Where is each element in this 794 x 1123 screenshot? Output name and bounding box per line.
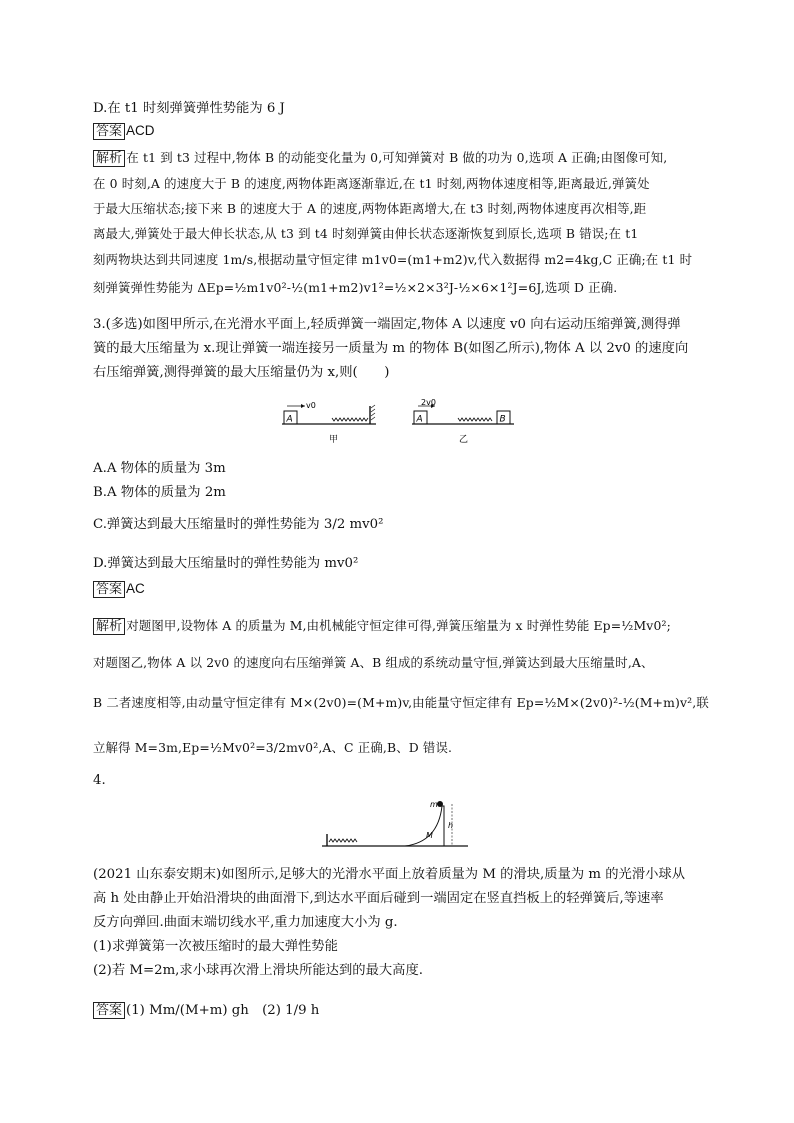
q2-analysis-line-3: 于最大压缩状态;接下来 B 的速度大于 A 的速度,两物体距离增大,在 t3 时刻,两物体速度再次相等,距 [93,201,647,216]
block-a-jia-label: A [286,414,293,425]
q2-analysis-line-2: 在 0 时刻,A 的速度大于 B 的速度,两物体距离逐渐靠近,在 t1 时刻,两物体速度相等,距离最近,弹簧处 [93,176,650,191]
q4-number: 4. [93,773,106,788]
q3-option-b: B.A 物体的质量为 2m [93,485,226,500]
q4-figure [320,798,470,854]
figure-yi [412,398,514,445]
q3-stem-line-2: 簧的最大压缩量为 x.现让弹簧一端连接另一质量为 m 的物体 B(如图乙所示),物体 A 以 2v0 的速度向 [93,341,689,356]
spring-jia [332,418,368,421]
figure-yi-label: 乙 [459,435,469,445]
ball-mass-label: m [430,800,438,809]
height-label: h [448,821,454,830]
two-v0-label: 2v0 [421,398,436,407]
q2-analysis-line-6: 刻弹簧弹性势能为 ΔEp=½m1v0²-½(m1+m2)v1²=½×2×3²J-½×6×1²J=6J,选项 D 正确. [93,280,618,295]
q3-answer-tag: 答案 [93,581,125,598]
q3-option-a: A.A 物体的质量为 3m [93,461,226,476]
figure-jia-label: 甲 [329,435,339,445]
ball [437,801,443,807]
q3-option-c: C.弹簧达到最大压缩量时的弹性势能为 3/2 mv0² [93,517,384,532]
q3-answer: AC [126,581,145,596]
block-a-yi-label: A [416,414,423,425]
q2-analysis-line-4: 离最大,弹簧处于最大伸长状态,从 t3 到 t4 时刻弹簧由伸长状态逐渐恢复到原长,选项 B 错误;在 t1 [93,226,639,241]
q4-answer-row [93,1002,319,1020]
spring-q4 [329,839,357,842]
q4-question-1: (1)求弹簧第一次被压缩时的最大弹性势能 [93,939,338,954]
q3-analysis-line-2: 对题图乙,物体 A 以 2v0 的速度向右压缩弹簧 A、B 组成的系统动量守恒,弹簧达到最大压缩量时,A、 [93,655,654,670]
q3-stem-line-3: 右压缩弹簧,测得弹簧的最大压缩量仍为 x,则( ) [93,365,390,380]
q3-option-d: D.弹簧达到最大压缩量时的弹性势能为 mv0² [93,556,359,571]
block-b-yi-label: B [499,414,506,425]
q3-analysis-line-1: 解析 对题图甲,设物体 A 的质量为 M,由机械能守恒定律可得,弹簧压缩量为 x 时弹性势能 Ep=½Mv0²; [93,616,671,635]
q4-stem-line-2: 高 h 处由静止开始沿滑块的曲面滑下,到达水平面后碰到一端固定在竖直挡板上的轻弹簧后,等速率 [93,891,664,906]
slider-block [405,806,444,846]
q4-question-2: (2)若 M=2m,求小球再次滑上滑块所能达到的最大高度. [93,963,423,978]
q3-analysis-tag: 解析 [93,618,125,635]
q3-analysis-line-3: B 二者速度相等,由动量守恒定律有 M×(2v0)=(M+m)v,由能量守恒定律有 Ep=½M×(2v0)²-½(M+m)v²,联 [93,695,709,710]
q2-option-d: D.在 t1 时刻弹簧弹性势能为 6 J [93,101,285,116]
q2-answer-row [93,122,155,141]
q2-answer: ACD [126,123,155,138]
q2-analysis-line-5: 刻两物块达到共同速度 1m/s,根据动量守恒定律 m1v0=(m1+m2)v,代入数据得 m2=4kg,C 正确;在 t1 时 [93,252,693,267]
q3-figure [278,396,518,448]
q2-analysis-tag: 解析 [93,150,125,167]
q4-stem-line-1: (2021 山东泰安期末)如图所示,足够大的光滑水平面上放着质量为 M 的滑块,质量为 m 的光滑小球从 [93,867,686,882]
spring-yi [458,418,492,421]
q3-stem-line-1: 3.(多选)如图甲所示,在光滑水平面上,轻质弹簧一端固定,物体 A 以速度 v0 向右运动压缩弹簧,测得弹 [93,317,681,332]
figure-jia [282,401,376,445]
q3-answer-row [93,580,145,599]
q2-answer-tag: 答案 [93,123,125,140]
q4-stem-line-3: 反方向弹回.曲面末端切线水平,重力加速度大小为 g. [93,915,398,930]
v0-label: v0 [306,401,316,410]
q4-answer: (1) Mm/(M+m) gh (2) 1/9 h [126,1003,320,1018]
q3-analysis-line-4: 立解得 M=3m,Ep=½Mv0²=3/2mv0²,A、C 正确,B、D 错误. [93,740,453,755]
q2-analysis-line-1: 解析 在 t1 到 t3 过程中,物体 B 的动能变化量为 0,可知弹簧对 B 做的功为 0,选项 A 正确;由图像可知, [93,148,667,167]
q4-answer-tag: 答案 [93,1002,125,1019]
slider-mass-label: M [426,831,433,840]
